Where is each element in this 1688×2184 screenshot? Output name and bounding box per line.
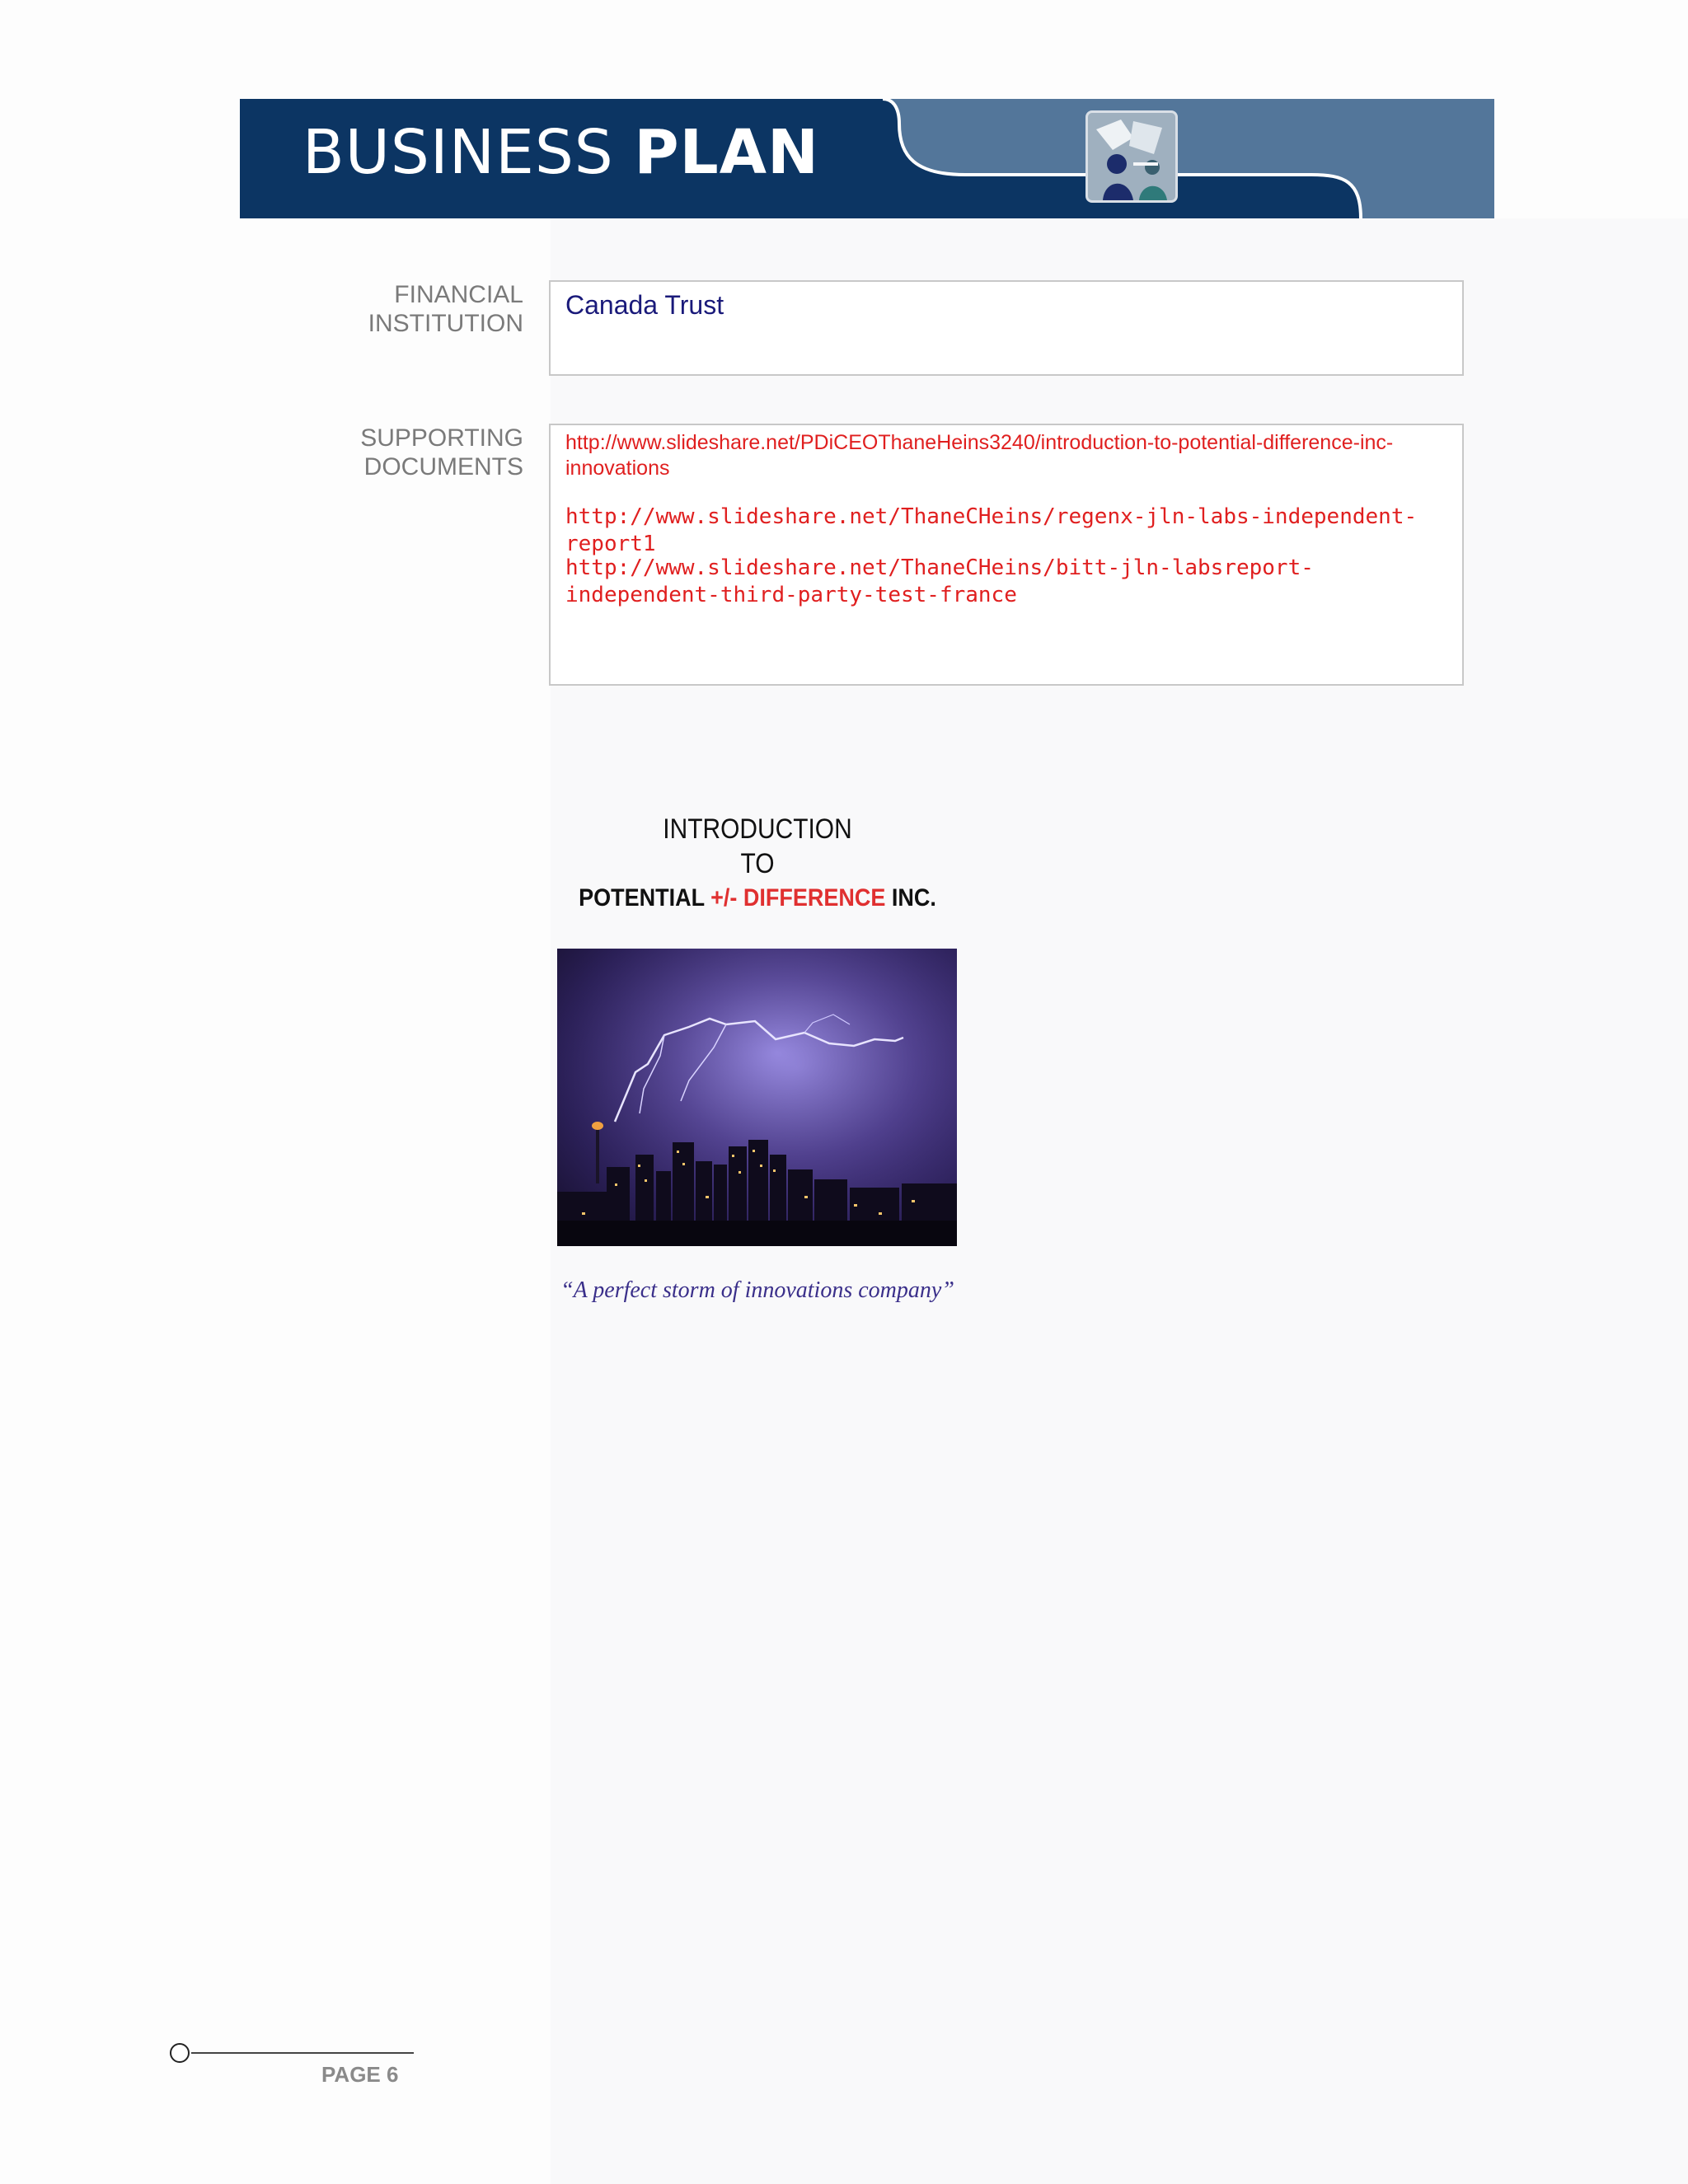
banner-title xyxy=(302,117,819,188)
intro-line-1: INTRODUCTION xyxy=(663,813,852,845)
supporting-documents-box xyxy=(549,424,1464,686)
intro-line-2: TO xyxy=(740,848,775,879)
lightning-city-image xyxy=(557,949,957,1246)
financial-institution-label: FINANCIAL INSTITUTION xyxy=(368,281,523,337)
banner-title-bold: PLAN xyxy=(634,117,819,188)
financial-institution-value: Canada Trust xyxy=(565,290,724,320)
supporting-document-link-2[interactable]: http://www.slideshare.net/ThaneCHeins/regenx-jln-labs-independent-report1 xyxy=(565,504,1418,556)
supporting-document-link-1[interactable]: http://www.slideshare.net/PDiCEOThaneHeins3240/introduction-to-potential-difference-inc-innovations xyxy=(565,431,1394,480)
business-people-logo-icon xyxy=(1085,110,1178,203)
company-name-part-1: POTENTIAL xyxy=(579,884,711,912)
page-number: PAGE 6 xyxy=(321,2062,399,2087)
footer-circle-icon xyxy=(170,2043,190,2063)
intro-caption: “A perfect storm of innovations company” xyxy=(560,1277,954,1303)
company-name-inc: INC. xyxy=(885,884,936,912)
company-name-plus-minus: +/- xyxy=(710,884,743,912)
banner-title-light: BUSINESS xyxy=(302,117,635,188)
company-name-difference: DIFFERENCE xyxy=(743,884,886,912)
company-name xyxy=(565,881,950,916)
introduction-heading xyxy=(544,812,971,916)
supporting-document-link-3[interactable]: http://www.slideshare.net/ThaneCHeins/bitt-jln-labsreport-independent-third-party-test-france xyxy=(565,555,1314,607)
lightning-storm-illustration xyxy=(557,949,957,1246)
financial-institution-box xyxy=(549,280,1464,376)
business-plan-banner xyxy=(240,99,1494,218)
supporting-documents-label: SUPPORTING DOCUMENTS xyxy=(360,424,523,480)
footer-rule xyxy=(191,2052,414,2054)
